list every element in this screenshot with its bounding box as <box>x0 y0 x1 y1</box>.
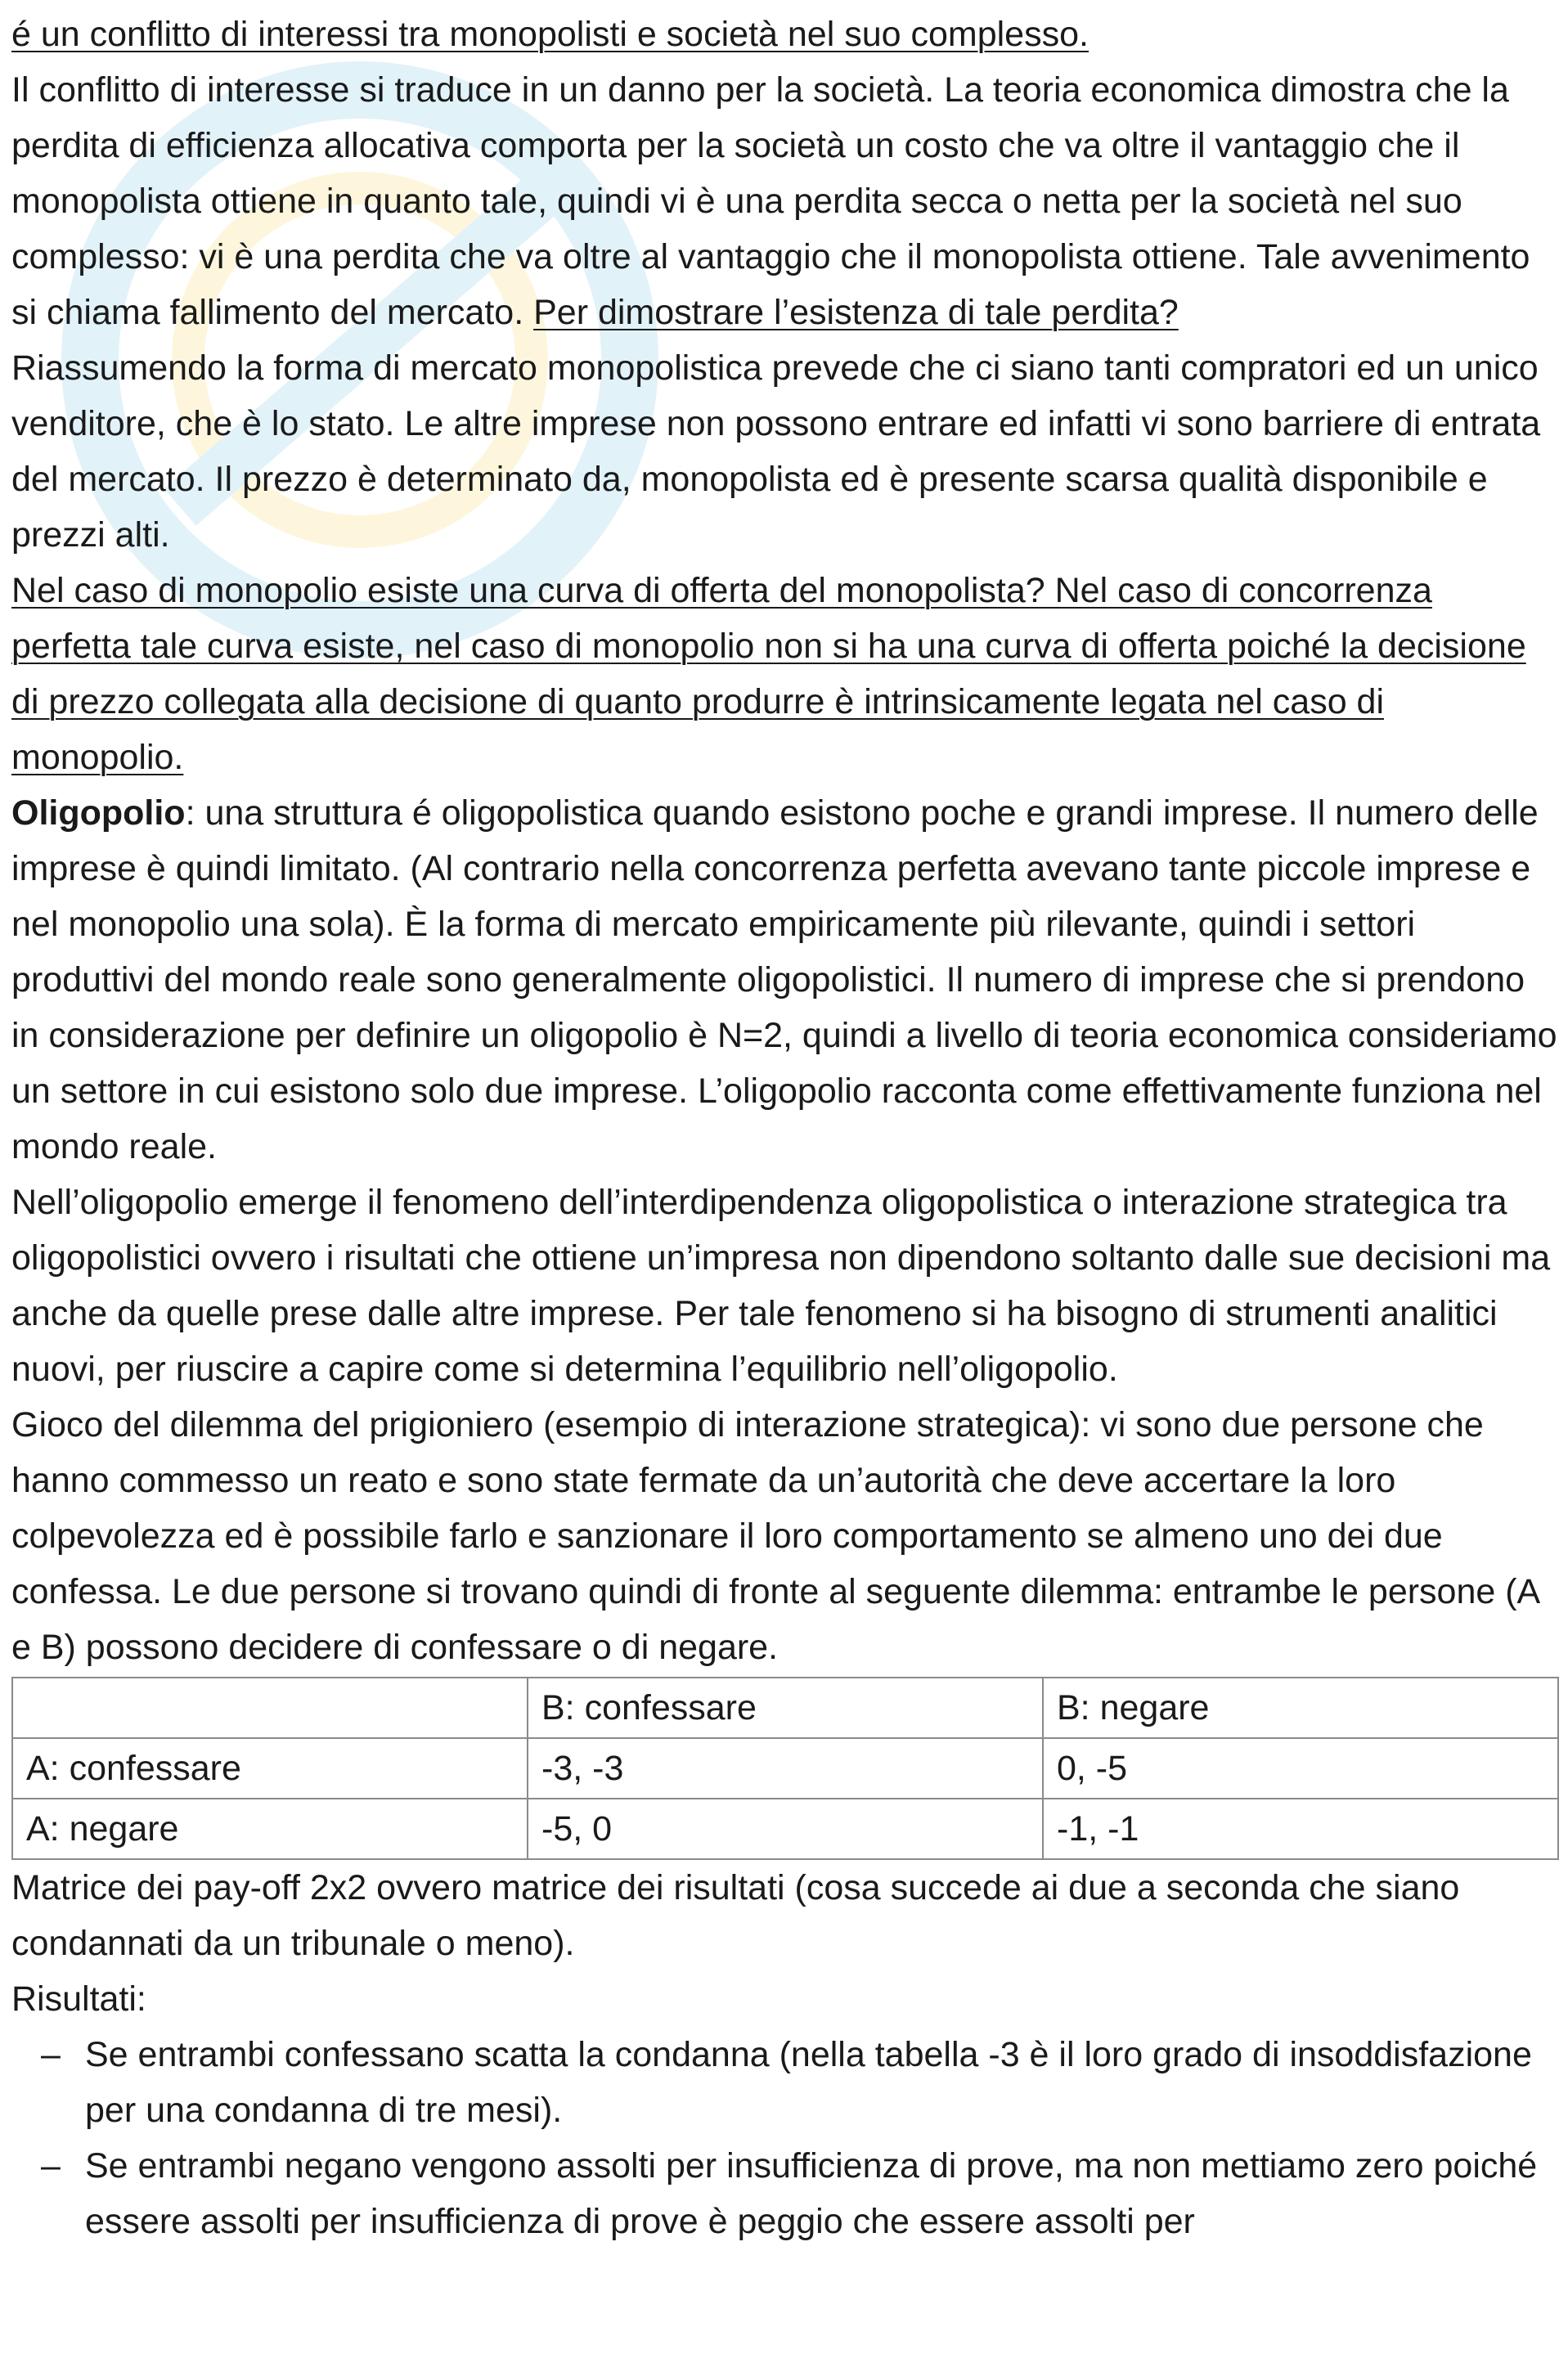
paragraph-supply-curve <box>11 563 1557 785</box>
paragraph-payoff-matrix: Matrice dei pay-off 2x2 ovvero matrice dei risultati (cosa succede ai due a seconda che siano condannati da un tribunale o meno). <box>11 1868 1460 1963</box>
underlined-text: Nel caso di monopolio esiste una curva di offerta del monopolista? Nel caso di concorrenza perfetta tale curva esiste, nel caso di monopolio non si ha una curva di offerta poiché la decisione di prezzo collegata alla decisione di quanto produrre è intrinsicamente legata nel caso di monopolio. <box>11 571 1526 777</box>
list-item <box>11 2027 1557 2138</box>
table-cell: -3, -3 <box>528 1738 1043 1799</box>
table-row-label: A: negare <box>12 1799 528 1859</box>
paragraph-text: Il conflitto di interesse si traduce in un danno per la società. La teoria economica dimostra che la perdita di efficienza allocativa comporta per la società un costo che va oltre il vantaggio che il monopolista ottiene in quanto tale, quindi vi è una perdita secca o netta per la società nel suo complesso: vi è una perdita che va oltre al vantaggio che il monopolista ottiene. Tale avvenimento si chiama fallimento del mercato. <box>11 70 1530 332</box>
list-item <box>11 2138 1557 2249</box>
table-cell: -5, 0 <box>528 1799 1043 1859</box>
dash-bullet: – <box>41 2035 61 2074</box>
underlined-text: é un conflitto di interessi tra monopolisti e società nel suo complesso. <box>11 15 1089 54</box>
paragraph-conflict <box>11 62 1557 340</box>
list-item-text: Se entrambi confessano scatta la condanna (nella tabella -3 è il loro grado di insoddisfazione per una condanna di tre mesi). <box>85 2035 1532 2130</box>
term-oligopolio: Oligopolio <box>11 793 186 833</box>
paragraph-prisoners-dilemma: Gioco del dilemma del prigioniero (esempio di interazione strategica): vi sono due persone che hanno commesso un reato e sono state fermate da un’autorità che deve accertare la loro colpevolezza ed è possibile farlo e sanzionare il loro comportamento se almeno uno dei due confessa. Le due persone si trovano quindi di fronte al seguente dilemma: entrambe le persone (A e B) possono decidere di confessare o di negare. <box>11 1405 1539 1667</box>
table-cell: -1, -1 <box>1043 1799 1558 1859</box>
table-header-row <box>12 1678 1558 1738</box>
underlined-question: Per dimostrare l’esistenza di tale perdita? <box>533 293 1179 332</box>
table-cell: 0, -5 <box>1043 1738 1558 1799</box>
paragraph-conflict-intro <box>11 7 1557 62</box>
list-item-text: Se entrambi negano vengono assolti per insufficienza di prove, ma non mettiamo zero poiché essere assolti per insufficienza di prove è peggio che essere assolti per <box>85 2146 1538 2241</box>
paragraph-interdependence: Nell’oligopolio emerge il fenomeno dell’interdipendenza oligopolistica o interazione strategica tra oligopolistici ovvero i risultati che ottiene un’impresa non dipendono soltanto dalle sue decisioni ma anche da quelle prese dalle altre imprese. Per tale fenomeno si ha bisogno di strumenti analitici nuovi, per riuscire a capire come si determina l’equilibrio nell’oligopolio. <box>11 1183 1551 1389</box>
table-row <box>12 1799 1558 1859</box>
table-row <box>12 1738 1558 1799</box>
paragraph-oligopoly <box>11 785 1557 1175</box>
table-cell <box>12 1678 528 1738</box>
table-row-label: A: confessare <box>12 1738 528 1799</box>
paragraph-text: : una struttura é oligopolistica quando esistono poche e grandi imprese. Il numero delle imprese è quindi limitato. (Al contrario nella concorrenza perfetta avevano tante piccole imprese e nel monopolio una sola). È la forma di mercato empiricamente più rilevante, quindi i settori produttivi del mondo reale sono generalmente oligopolistici. Il numero di imprese che si prendono in considerazione per definire un oligopolio è N=2, quindi a livello di teoria economica consideriamo un settore in cui esistono solo due imprese. L’oligopolio racconta come effettivamente funziona nel mondo reale. <box>11 793 1557 1166</box>
document-page <box>11 7 1557 2249</box>
dash-bullet: – <box>41 2146 61 2186</box>
table-header-cell: B: confessare <box>528 1678 1043 1738</box>
paragraph-results-heading: Risultati: <box>11 1979 146 2019</box>
results-list <box>11 2027 1557 2249</box>
paragraph-summary: Riassumendo la forma di mercato monopolistica prevede che ci siano tanti compratori ed un unico venditore, che è lo stato. Le altre imprese non possono entrare ed infatti vi sono barriere di entrata del mercato. Il prezzo è determinato da, monopolista ed è presente scarsa qualità disponibile e prezzi alti. <box>11 348 1541 555</box>
table-header-cell: B: negare <box>1043 1678 1558 1738</box>
payoff-matrix-table <box>11 1677 1559 1860</box>
